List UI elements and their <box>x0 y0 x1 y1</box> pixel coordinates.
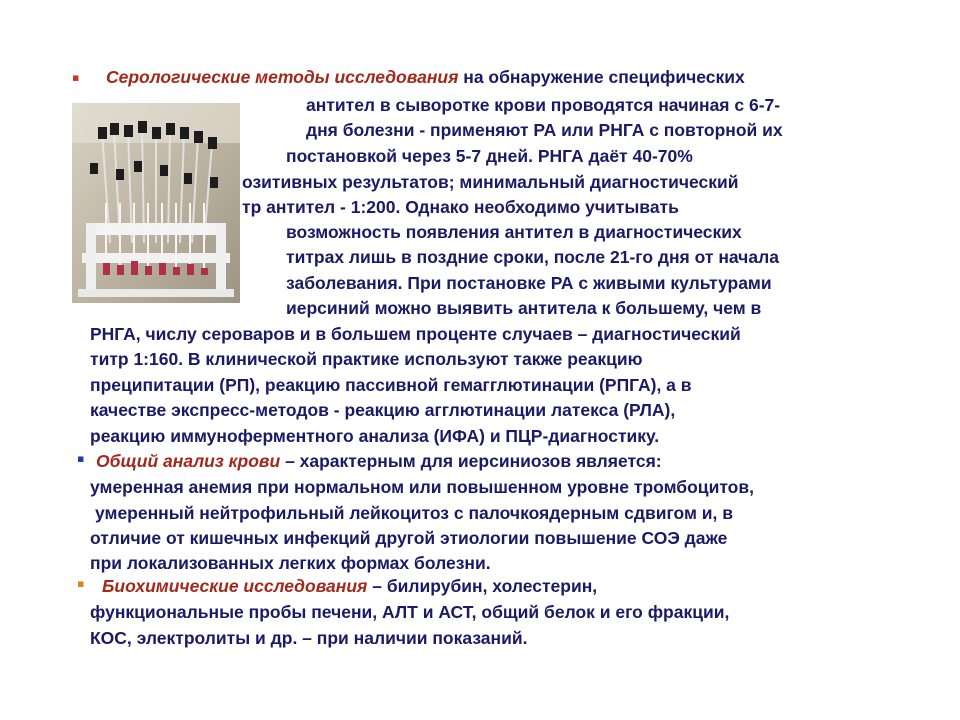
serology-line-3: дня болезни - применяют РА или РНГА с повторной их <box>306 120 783 140</box>
serology-text: на обнаружение специфических <box>463 67 745 87</box>
blood-test-line-4: отличие от кишечных инфекций другой этиологии повышение СОЭ даже <box>90 528 728 548</box>
serology-line-9: заболевания. При постановке РА с живыми культурами <box>286 273 772 293</box>
bullet-marker-serology: ▪ <box>72 71 80 84</box>
serology-line-5: озитивных результатов; минимальный диагностический <box>242 172 739 192</box>
blood-test-text: – характерным для иерсиниозов является: <box>285 451 662 471</box>
blood-test-line-5: при локализованных легких формах болезни. <box>90 553 491 573</box>
serology-line-15: реакцию иммуноферментного анализа (ИФА) и ПЦР-диагностику. <box>90 426 660 446</box>
serology-line-14: качестве экспресс-методов - реакцию агглютинации латекса (РЛА), <box>90 400 676 420</box>
serology-line-4: постановкой через 5-7 дней. РНГА даёт 40-70% <box>286 146 693 166</box>
test-tubes-photo <box>72 103 240 303</box>
biochem-text: – билирубин, холестерин, <box>372 576 598 596</box>
serology-term: Серологические методы исследования <box>106 67 459 87</box>
serology-line-7: возможность появления антител в диагностических <box>286 222 742 242</box>
biochem-term: Биохимические исследования <box>102 576 368 596</box>
bullet-marker-biochemistry: ▪ <box>77 577 85 590</box>
blood-test-term: Общий анализ крови <box>96 451 281 471</box>
bullet-marker-blood-test: ▪ <box>77 452 85 465</box>
serology-line-2: антител в сыворотке крови проводятся начиная с 6-7- <box>306 95 781 115</box>
biochem-line-3: КОС, электролиты и др. – при наличии показаний. <box>90 628 528 648</box>
blood-test-line-1 <box>96 451 662 471</box>
serology-line-1 <box>106 67 745 87</box>
serology-line-6: тр антител - 1:200. Однако необходимо учитывать <box>242 197 679 217</box>
biochem-line-1 <box>102 576 597 596</box>
serology-line-13: преципитации (РП), реакцию пассивной гемагглютинации (РПГА), а в <box>90 375 692 395</box>
serology-line-12: титр 1:160. В клинической практике используют также реакцию <box>90 349 643 369</box>
serology-line-10: иерсиний можно выявить антитела к большему, чем в <box>286 298 762 318</box>
serology-line-11: РНГА, числу сероваров и в большем проценте случаев – диагностический <box>90 324 741 344</box>
biochem-line-2: функциональные пробы печени, АЛТ и АСТ, общий белок и его фракции, <box>90 602 730 622</box>
blood-test-line-3: умеренный нейтрофильный лейкоцитоз с палочкоядерным сдвигом и, в <box>95 503 734 523</box>
serology-line-8: титрах лишь в поздние сроки, после 21-го дня от начала <box>286 247 779 267</box>
blood-test-line-2: умеренная анемия при нормальном или повышенном уровне тромбоцитов, <box>90 477 754 497</box>
